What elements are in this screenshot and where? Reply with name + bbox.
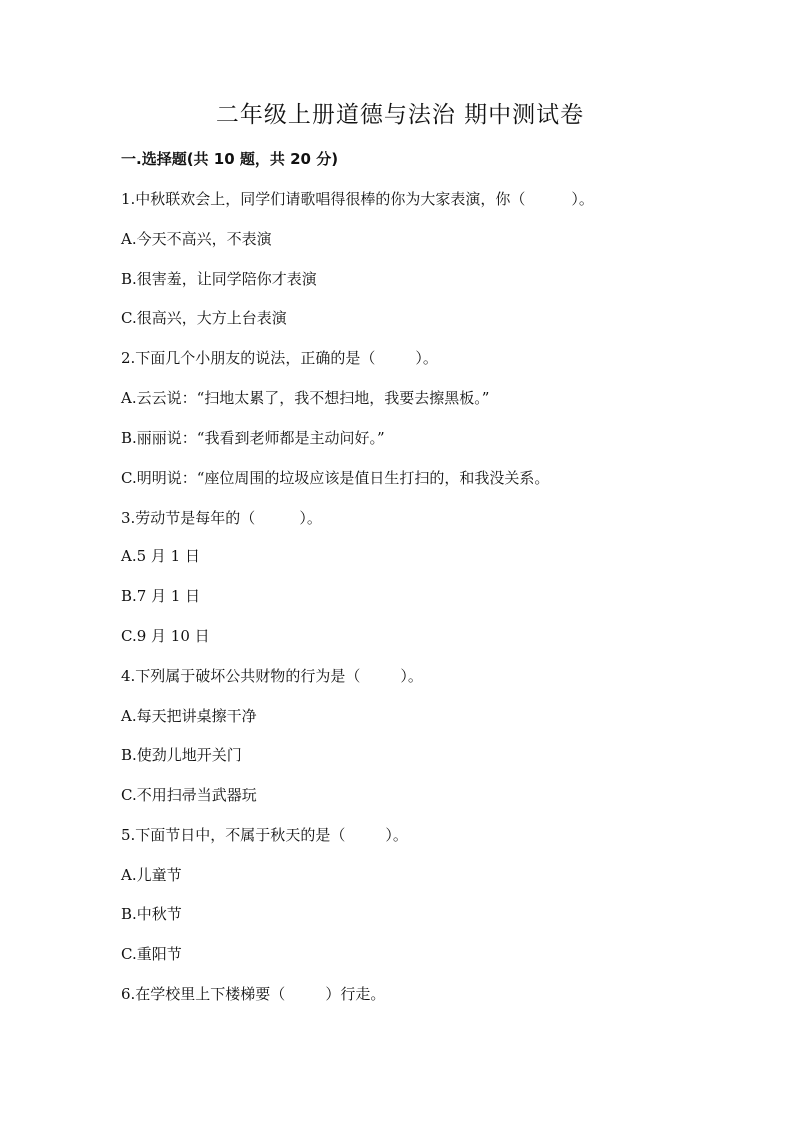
option-3a: A.5 月 1 日	[121, 547, 200, 565]
option-4a: A.每天把讲桌擦干净	[121, 707, 257, 725]
option-2c: C.明明说：“座位周围的垃圾应该是值日生打扫的，和我没关系。	[121, 469, 550, 487]
question-5	[121, 824, 408, 845]
question-stem: 5.下面节日中，不属于秋天的是（	[121, 826, 346, 844]
section-heading: 一.选择题(共 10 题，共 20 分)	[121, 150, 339, 168]
question-stem-end: ）。	[299, 509, 322, 527]
option-5a: A.儿童节	[121, 866, 182, 884]
question-4	[121, 665, 423, 686]
question-stem: 1.中秋联欢会上，同学们请歌唱得很棒的你为大家表演，你（	[121, 190, 526, 208]
option-2a: A.云云说：“扫地太累了，我不想扫地，我要去擦黑板。”	[121, 389, 490, 407]
option-3b: B.7 月 1 日	[121, 587, 201, 605]
option-1b: B.很害羞，让同学陪你才表演	[121, 270, 317, 288]
question-stem: 2.下面几个小朋友的说法，正确的是（	[121, 349, 376, 367]
question-6	[121, 983, 385, 1004]
question-stem-end: ）。	[400, 667, 423, 685]
option-4c: C.不用扫帚当武器玩	[121, 786, 257, 804]
option-1a: A.今天不高兴，不表演	[121, 230, 272, 248]
question-3	[121, 507, 322, 528]
option-2b: B.丽丽说：“我看到老师都是主动问好。”	[121, 429, 385, 447]
question-1	[121, 188, 594, 209]
option-5b: B.中秋节	[121, 905, 182, 923]
option-5c: C.重阳节	[121, 945, 182, 963]
question-stem-end: ）。	[415, 349, 438, 367]
question-2	[121, 347, 438, 368]
question-stem: 3.劳动节是每年的（	[121, 509, 256, 527]
question-stem-end: ）行走。	[325, 985, 386, 1003]
question-stem: 4.下列属于破坏公共财物的行为是（	[121, 667, 361, 685]
page-title: 二年级上册道德与法治 期中测试卷	[215, 102, 585, 128]
question-stem-end: ）。	[571, 190, 594, 208]
option-1c: C.很高兴，大方上台表演	[121, 309, 287, 327]
question-stem: 6.在学校里上下楼梯要（	[121, 985, 286, 1003]
question-stem-end: ）。	[385, 826, 408, 844]
option-3c: C.9 月 10 日	[121, 627, 210, 645]
option-4b: B.使劲儿地开关门	[121, 746, 242, 764]
